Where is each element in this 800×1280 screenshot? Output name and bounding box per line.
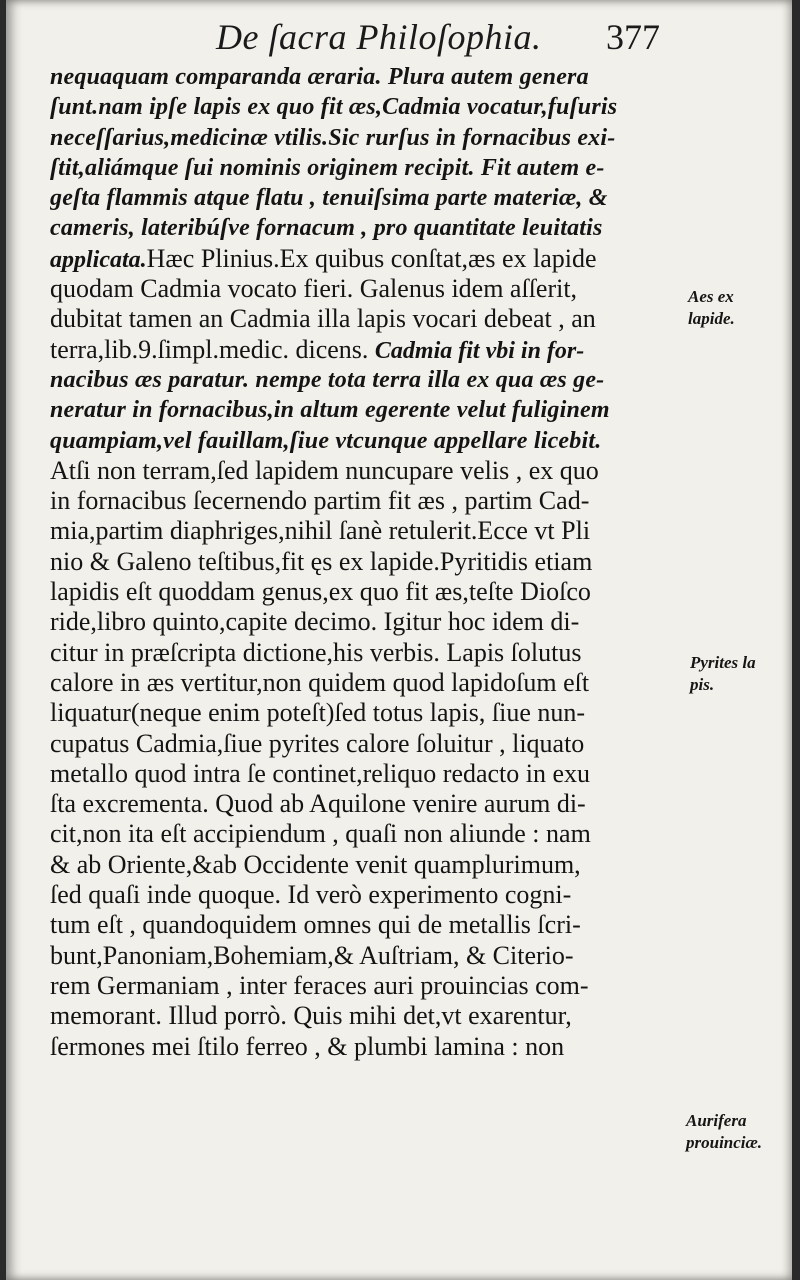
roman-text-segment: ride,libro quinto,capite decimo. Igitur hoc idem di- xyxy=(50,607,580,637)
marginal-note-line: Pyrites la xyxy=(690,653,756,672)
italic-text-segment: nequaquam comparanda æraria. Plura autem genera xyxy=(50,64,589,90)
italic-text-segment: nacibus æs paratur. nempe tota terra illa ex qua æs ge- xyxy=(50,366,605,393)
text-line xyxy=(50,698,690,728)
marginal-note-aes-ex-lapide xyxy=(688,286,735,330)
italic-text-segment: Cadmia fit vbi in for- xyxy=(374,337,585,364)
marginal-note-line: pis. xyxy=(690,675,715,694)
text-line xyxy=(50,365,690,395)
text-line xyxy=(50,789,690,819)
roman-text-segment: cupatus Cadmia,ſiue pyrites calore ſoluitur , liquato xyxy=(50,728,585,758)
text-line xyxy=(50,426,690,456)
marginal-note-line: Aurifera xyxy=(686,1111,747,1130)
text-line xyxy=(50,486,690,516)
text-line xyxy=(50,456,690,486)
page-header xyxy=(6,10,792,70)
text-line xyxy=(50,880,690,910)
text-line xyxy=(50,62,690,92)
text-line xyxy=(50,335,690,365)
text-line xyxy=(50,304,690,334)
text-line xyxy=(50,759,690,789)
running-title: De ſacra Philoſophia. xyxy=(216,17,542,57)
roman-text-segment: ſta excrementa. Quod ab Aquilone venire aurum di- xyxy=(50,789,586,819)
roman-text-segment: memorant. Illud porrò. Quis mihi det,vt exarentur, xyxy=(50,1001,572,1031)
text-line xyxy=(50,638,690,668)
roman-text-segment: mia,partim diaphriges,nihil ſanè retulerit.Ecce vt Pli xyxy=(50,516,591,546)
text-line xyxy=(50,244,690,274)
italic-text-segment: neceſſarius,medicinæ vtilis.Sic rurſus in fornacibus exi- xyxy=(50,124,616,151)
marginal-note-pyrites-lapis xyxy=(690,652,756,696)
text-line xyxy=(50,819,690,849)
text-line xyxy=(50,547,690,577)
roman-text-segment: cit,non ita eſt accipiendum , quaſi non aliunde : nam xyxy=(50,819,591,849)
italic-text-segment: neratur in fornacibus,in altum egerente velut fuliginem xyxy=(50,397,610,424)
marginal-note-line: Aes ex xyxy=(688,287,734,306)
roman-text-segment: ſermones mei ſtilo ferreo , & plumbi lamina : non xyxy=(50,1031,565,1061)
italic-text-segment: ſunt.nam ipſe lapis ex quo fit æs,Cadmia vocatur,fuſuris xyxy=(50,94,618,121)
roman-text-segment: tum eſt , quandoquidem omnes qui de metallis ſcri- xyxy=(50,910,581,940)
text-line xyxy=(50,941,690,971)
italic-text-segment: geſta flammis atque flatu , tenuiſsima parte materiæ, & xyxy=(50,185,608,212)
roman-text-segment: dubitat tamen an Cadmia illa lapis vocari debeat , an xyxy=(50,304,596,334)
body-text xyxy=(50,62,690,1062)
text-line xyxy=(50,153,690,183)
italic-text-segment: applicata. xyxy=(50,246,147,273)
text-line xyxy=(50,577,690,607)
italic-text-segment: quampiam,vel fauillam,ſiue vtcunque appellare licebit. xyxy=(50,427,602,454)
text-line xyxy=(50,123,690,153)
roman-text-segment: Atſi non terram,ſed lapidem nuncupare velis , ex quo xyxy=(50,455,599,485)
roman-text-segment: ſed quaſi inde quoque. Id verò experimento cogni- xyxy=(50,880,572,910)
roman-text-segment: & ab Oriente,&ab Occidente venit quamplurimum, xyxy=(50,849,581,879)
italic-text-segment: ſtit,aliámque ſui nominis originem recipit. Fit autem e- xyxy=(50,154,605,181)
roman-text-segment: lapidis eſt quoddam genus,ex quo fit æs,teſte Dioſco xyxy=(50,577,591,607)
text-line xyxy=(50,395,690,425)
text-line xyxy=(50,183,690,213)
page-number: 377 xyxy=(606,17,660,57)
roman-text-segment: calore in æs vertitur,non quidem quod lapidoſum eſt xyxy=(50,667,590,697)
roman-text-segment: bunt,Panoniam,Bohemiam,& Auſtriam, & Citerio- xyxy=(50,940,574,970)
text-line xyxy=(50,516,690,546)
marginal-note-line: prouinciæ. xyxy=(686,1133,763,1152)
text-line xyxy=(50,1001,690,1031)
marginal-note-aurifera-prouinciae xyxy=(686,1110,762,1154)
roman-text-segment: quodam Cadmia vocato fieri. Galenus idem aſſerit, xyxy=(50,274,578,304)
marginal-note-line: lapide. xyxy=(688,309,735,328)
text-line xyxy=(50,607,690,637)
roman-text-segment: citur in præſcripta dictione,his verbis. Lapis ſolutus xyxy=(50,637,582,667)
roman-text-segment: metallo quod intra ſe continet,reliquo redacto in exu xyxy=(50,758,591,788)
text-line xyxy=(50,1032,690,1062)
text-line xyxy=(50,729,690,759)
roman-text-segment: Hæc Plinius.Ex quibus conſtat,æs ex lapide xyxy=(146,243,597,273)
roman-text-segment: liquatur(neque enim poteſt)ſed totus lapis, ſiue nun- xyxy=(50,698,586,728)
italic-text-segment: cameris, lateribúſve fornacum , pro quantitate leuitatis xyxy=(50,215,603,242)
text-line xyxy=(50,910,690,940)
text-line xyxy=(50,213,690,243)
text-line xyxy=(50,274,690,304)
text-line xyxy=(50,971,690,1001)
text-line xyxy=(50,92,690,122)
roman-text-segment: in fornacibus ſecernendo partim fit æs , partim Cad- xyxy=(50,486,590,516)
roman-text-segment: nio & Galeno teſtibus,fit ęs ex lapide.Pyritidis etiam xyxy=(50,546,593,576)
book-page xyxy=(6,0,792,1280)
roman-text-segment: rem Germaniam , inter feraces auri prouincias com- xyxy=(50,970,589,1000)
text-line xyxy=(50,850,690,880)
roman-text-segment: terra,lib.9.ſimpl.medic. dicens. xyxy=(50,334,375,364)
text-line xyxy=(50,668,690,698)
